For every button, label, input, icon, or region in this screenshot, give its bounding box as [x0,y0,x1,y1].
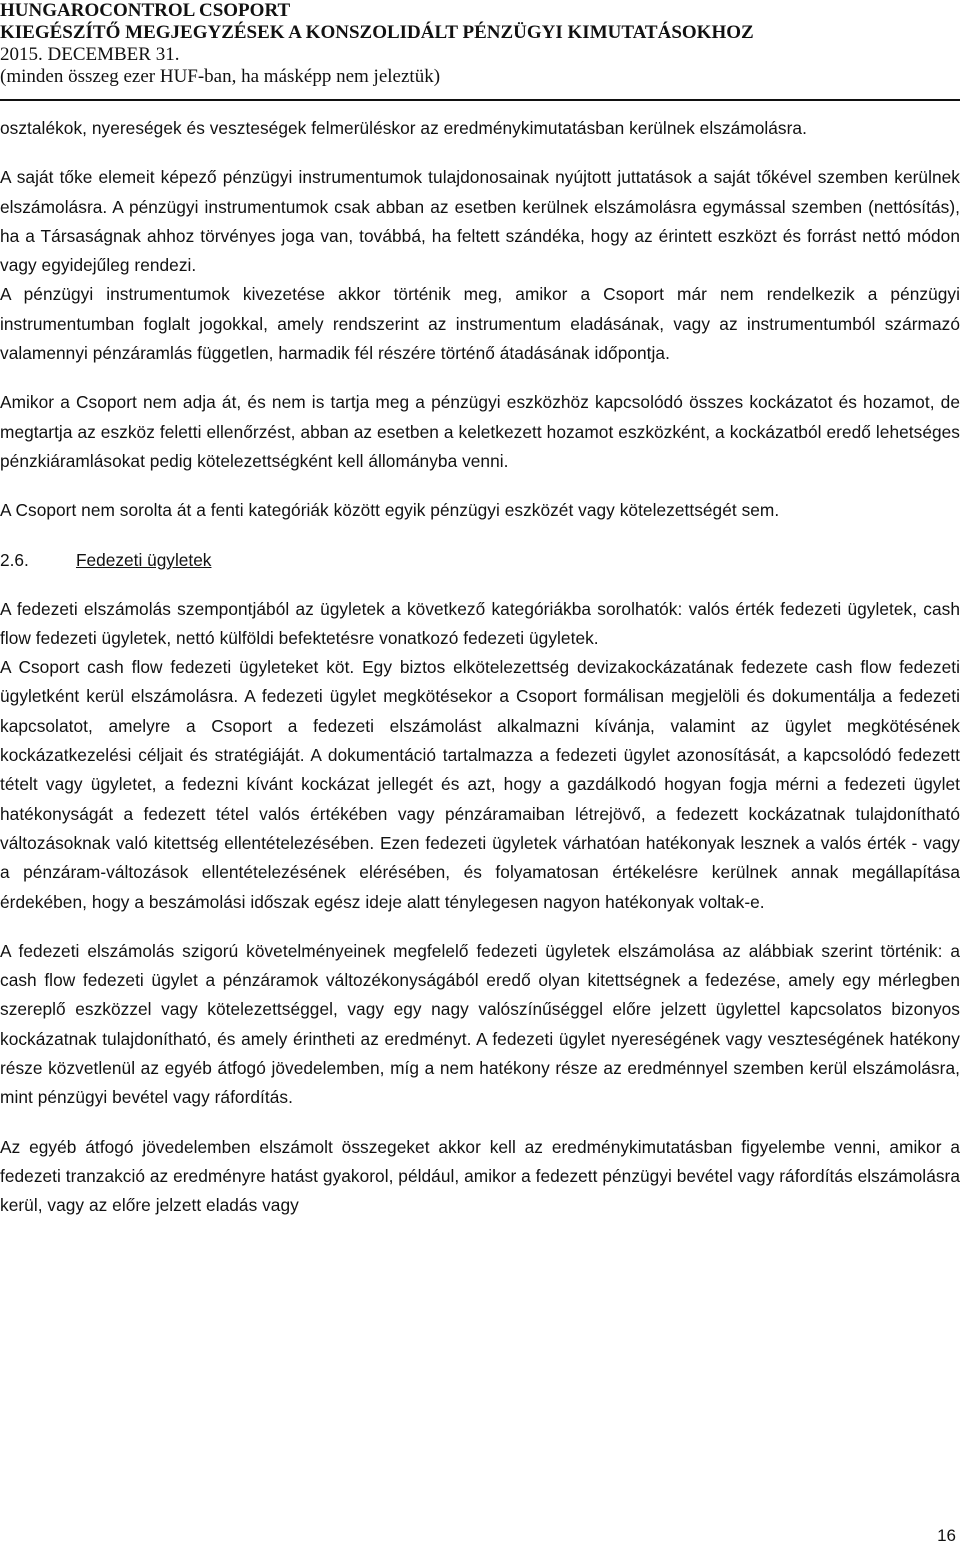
paragraph: A Csoport cash flow fedezeti ügyleteket köt. Egy biztos elkötelezettség devizakockázatának fedezete cash flow fedezeti ügyletként kerül elszámolásra. A fedezeti ügylet megkötésekor a Csoport formálisan megjelöli és dokumentálja a fedezeti kapcsolatot, amelyre a Csoport a fedezeti elszámolást alkalmazni kívánja, valamint az ügylet megkötésének kockázatkezelési céljait és stratégiáját. A dokumentáció tartalmazza a fedezeti ügylet azonosítását, a kapcsolódó fedezett tételt vagy ügyletet, a fedezni kívánt kockázat jellegét és azt, hogy a gazdálkodó hogyan fogja mérni a fedezeti ügylet hatékonyságát a fedezett tétel valós értékében vagy pénzáramaiban létrejövő, a fedezett kockázatnak tulajdonítható változásoknak való kitettség ellentételezésében. Ezen fedezeti ügyletek várhatóan hatékonyak lesznek a valós érték - vagy a pénzáram-változások ellentételezésének elérésében, és folyamatosan értékelésre kerülnek annak megállapítása érdekében, hogy a beszámolási időszak egész ideje alatt ténylegesen nagyon hatékonyak voltak-e. [0,657,960,912]
body-content [0,114,960,1221]
currency-note: (minden összeg ezer HUF-ban, ha másképp nem jeleztük) [0,66,441,87]
page-header [0,0,960,88]
company-name: HUNGAROCONTROL CSOPORT [0,0,291,21]
paragraph: A pénzügyi instrumentumok kivezetése akkor történik meg, amikor a Csoport már nem rendelkezik a pénzügyi instrumentumban foglalt jogokkal, amely rendszerint az instrumentum eladásának, vagy az instrumentumból származó valamennyi pénzáramlás független, harmadik fél részére történő átadásának időpontja. [0,284,960,364]
paragraph: A saját tőke elemeit képező pénzügyi instrumentumok tulajdonosainak nyújtott juttatások a saját tőkével szemben kerülnek elszámolásra. A pénzügyi instrumentumok csak abban az esetben kerülnek elszámolásra egymással szemben (nettósítás), ha a Társaságnak ahhoz törvényes joga van, továbbá, ha feltett szándéka, hogy az érintett eszközt és forrást nettó módon vagy egyidejűleg rendezi. [0,167,960,276]
paragraph: osztalékok, nyereségek és veszteségek felmerüléskor az eredménykimutatásban kerülnek elszámolásra. [0,118,807,138]
section-heading [0,546,960,575]
header-rule [0,99,960,101]
report-date: 2015. DECEMBER 31. [0,44,180,65]
section-title: Fedezeti ügyletek [76,549,212,570]
paragraph: Amikor a Csoport nem adja át, és nem is tartja meg a pénzügyi eszközhöz kapcsolódó összes kockázatot és hozamot, de megtartja az eszköz feletti ellenőrzést, abban az esetben a keletkezett hozamot eszközként, a kockázatból eredő lehetséges pénzkiáramlásokat pedig kötelezettségként kell állományba venni. [0,392,960,471]
document-title: KIEGÉSZÍTŐ MEGJEGYZÉSEK A KONSZOLIDÁLT PÉNZÜGYI KIMUTATÁSOKHOZ [0,22,754,43]
page-number: 16 [937,1526,956,1545]
paragraph: A fedezeti elszámolás szigorú követelményeinek megfelelő fedezeti ügyletek elszámolása az alábbiak szerint történik: a cash flow fedezeti ügylet a pénzáramok változékonyságából eredő olyan kitettségnek a fedezése, amely egy mérlegben szereplő eszközzel vagy kötelezettséggel, vagy egy nagy valószínűséggel előre jelzett ügylettel kapcsolatos bizonyos kockázatnak tulajdonítható, és amely érintheti az eredményt. A fedezeti ügylet nyereségének vagy veszteségének hatékony része közvetlenül az egyéb átfogó jövedelemben, míg a nem hatékony része az eredménnyel szemben kerül elszámolásra, mint pénzügyi bevétel vagy ráfordítás. [0,940,960,1108]
paragraph: Az egyéb átfogó jövedelemben elszámolt összegeket akkor kell az eredménykimutatásban figyelembe venni, amikor a fedezeti tranzakció az eredményre hatást gyakorol, például, amikor a fedezett pénzügyi bevétel vagy ráfordítás elszámolásra kerül, vagy az előre jelzett eladás vagy [0,1136,960,1216]
paragraph: A Csoport nem sorolta át a fenti kategóriák között egyik pénzügyi eszközét vagy kötelezettségét sem. [0,500,780,521]
section-number: 2.6. [0,549,29,570]
paragraph: A fedezeti elszámolás szempontjából az ügyletek a következő kategóriákba sorolhatók: valós érték fedezeti ügyletek, cash flow fedezeti ügyletek, nettó külföldi befektetésre vonatkozó fedezeti ügyletek. [0,598,960,648]
